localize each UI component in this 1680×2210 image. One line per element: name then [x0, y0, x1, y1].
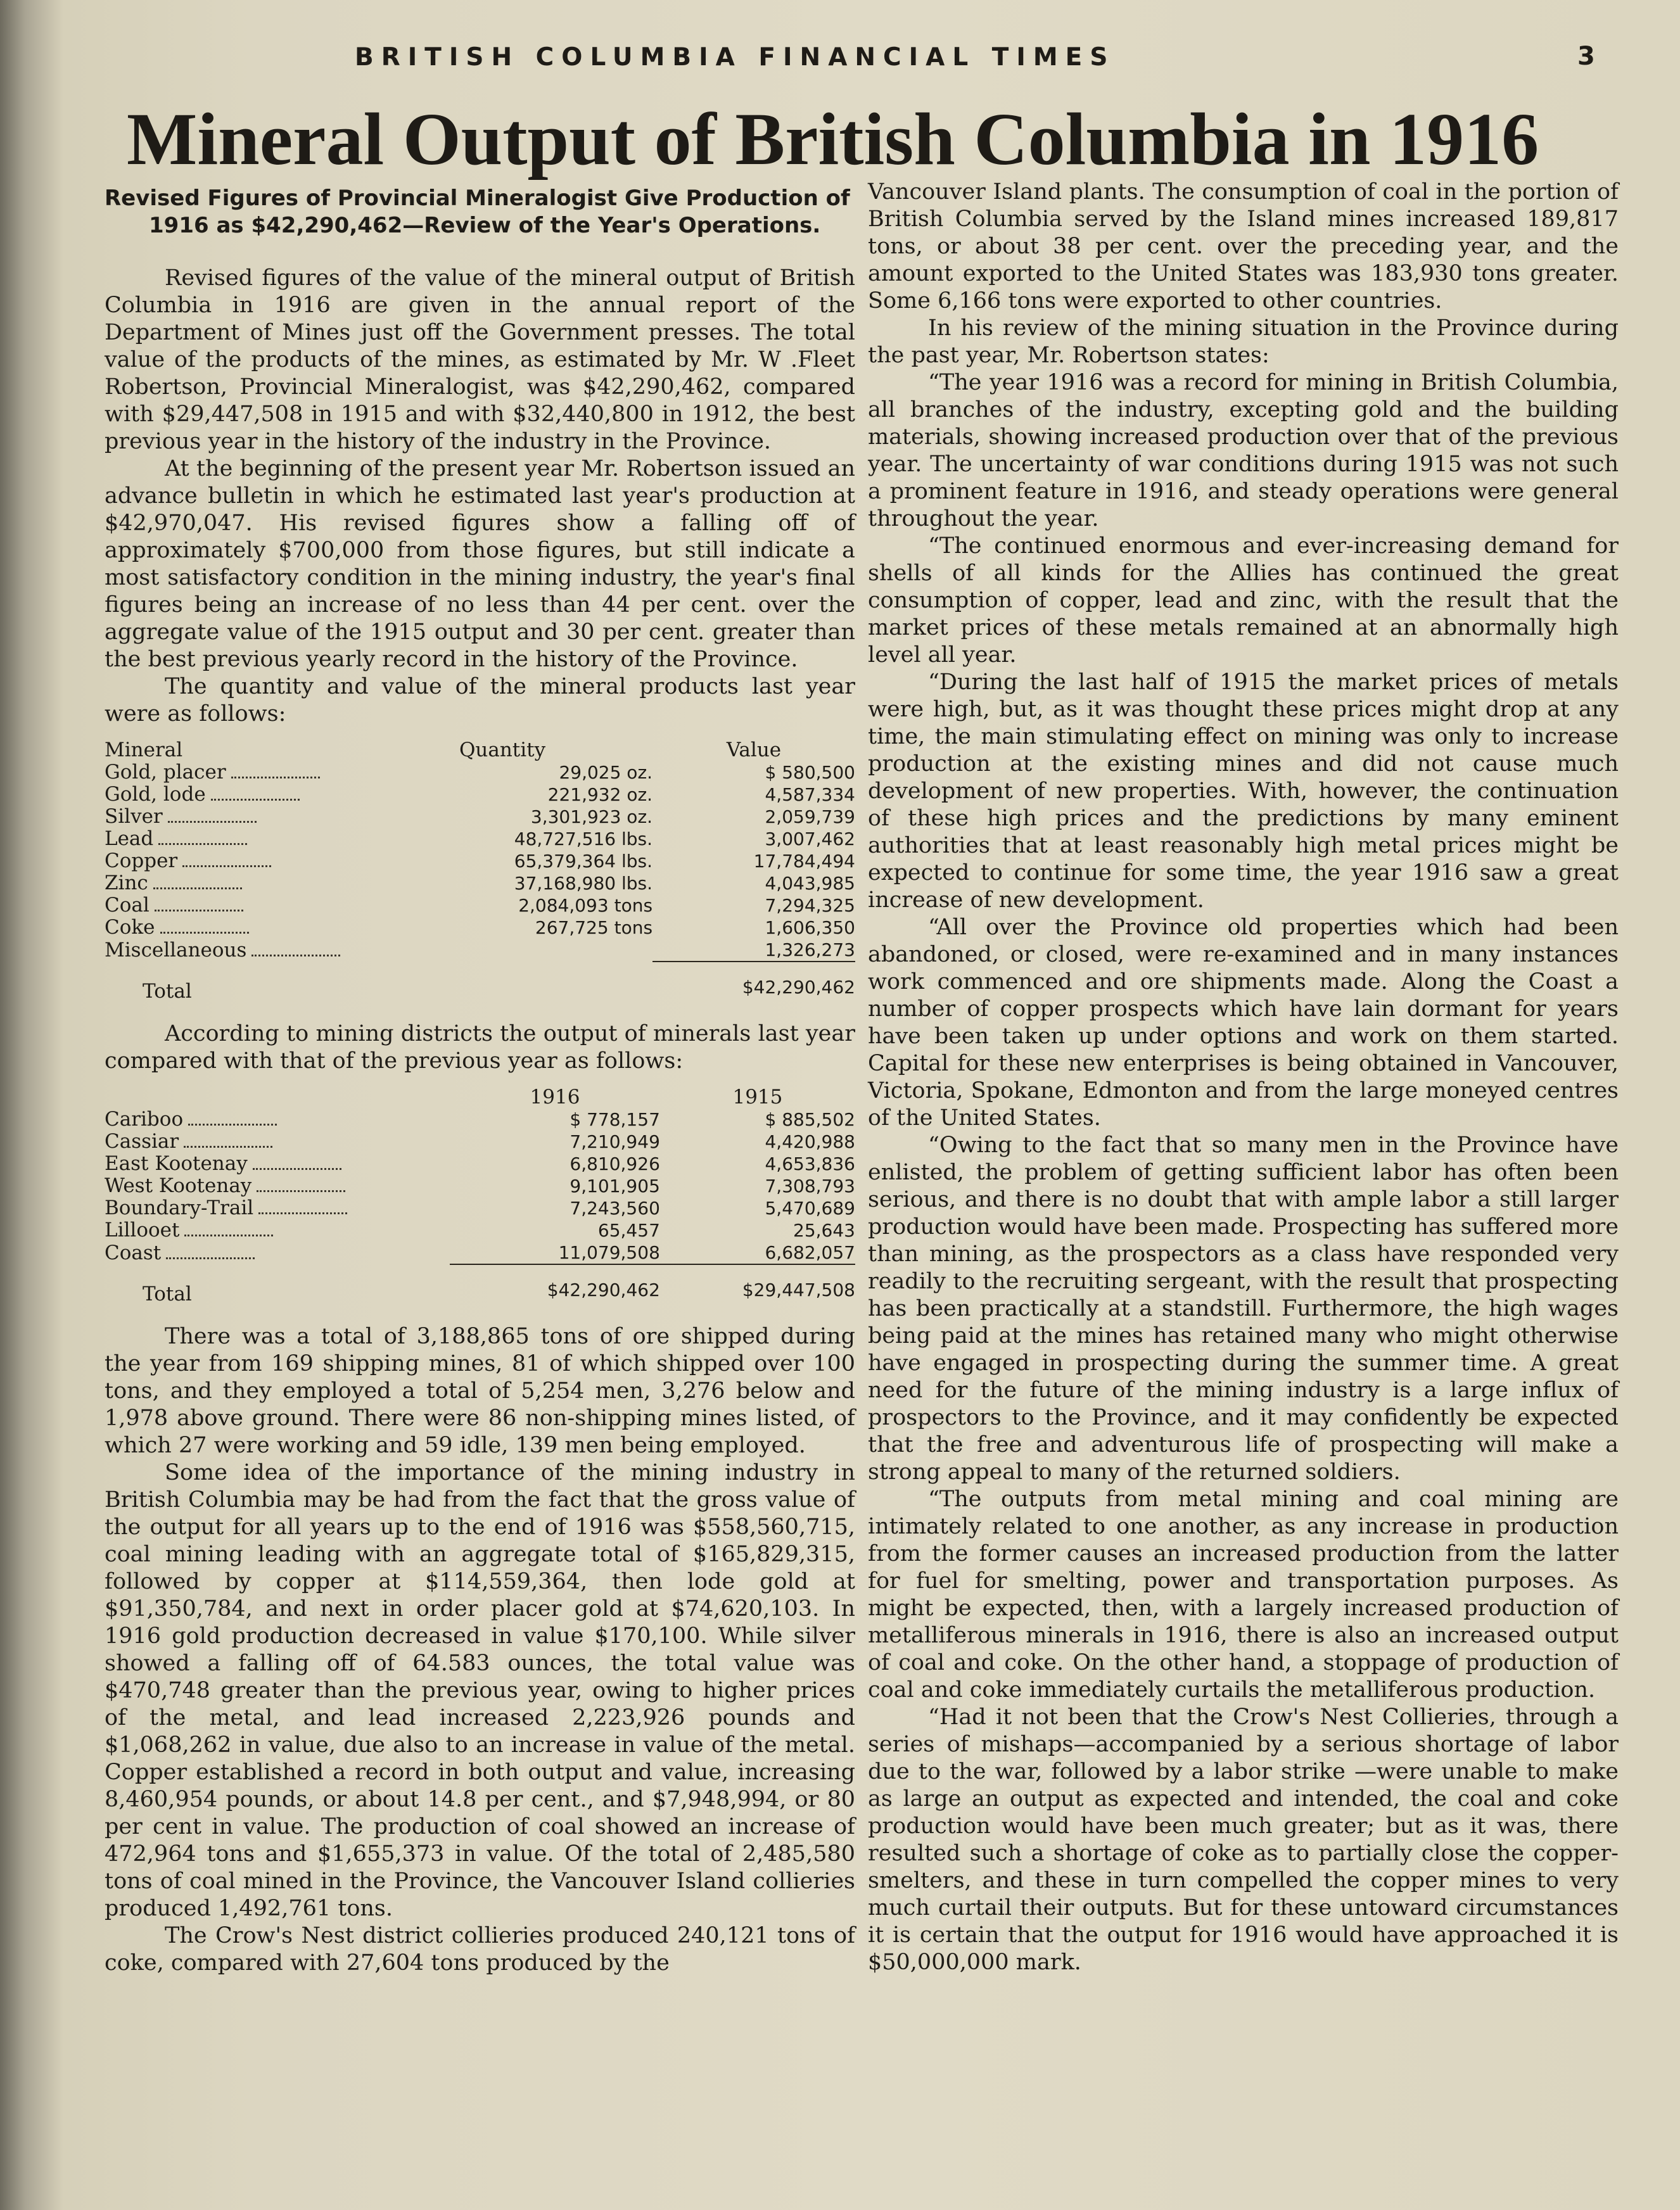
running-header	[0, 43, 1680, 81]
district-1916-value: 7,243,560	[570, 1198, 660, 1219]
total-label: Total	[143, 1283, 192, 1305]
publication-title: BRITISH COLUMBIA FINANCIAL TIMES	[355, 43, 1116, 72]
table-row	[105, 1153, 855, 1175]
district-1916-value: 7,210,949	[570, 1131, 660, 1152]
table-row	[105, 1131, 855, 1153]
district-1916-value: 11,079,508	[558, 1242, 660, 1263]
district-1916-value: 6,810,926	[570, 1153, 660, 1174]
mineral-name: Coal	[105, 894, 352, 917]
district-name: Lillooet	[105, 1219, 450, 1242]
column-header: 1915	[732, 1086, 783, 1108]
table-header-row	[105, 1086, 855, 1108]
table-total-row	[105, 1264, 855, 1305]
mineral-quantity: 48,727,516 lbs.	[514, 829, 653, 849]
district-name: Cariboo	[105, 1108, 450, 1131]
mineral-name: Copper	[105, 850, 352, 872]
paragraph: According to mining districts the output of minerals last year compared with that of the previous year as follows:	[105, 1021, 855, 1074]
mineral-quantity: 2,084,093 tons	[518, 895, 653, 916]
paragraph: “Had it not been that the Crow's Nest Collieries, through a series of mishaps—accompanied by a serious shortage of labor due to the war, followed by a labor strike —were unable to make as large an output as expected and intended, the coal and coke production would have been much greater; but as it was, there resulted such a shortage of coke as to partially close the copper-smelters, and these in turn compelled the copper mines to very much curtail their outputs. But for these untoward circumstances it is certain that the output for 1916 would have approached it is $50,000,000 mark.	[868, 1705, 1619, 1975]
paragraph: The quantity and value of the mineral products last year were as follows:	[105, 674, 855, 727]
total-1916: $42,290,462	[450, 1264, 660, 1305]
paragraph: In his review of the mining situation in the Province during the past year, Mr. Robertson states:	[868, 315, 1619, 368]
paragraph: “The year 1916 was a record for mining in British Columbia, all branches of the industry, excepting gold and the building materials, showing increased production over that of the previous year. The uncertainty of war conditions during 1915 was not such a prominent feature in 1916, and steady operations were general throughout the year.	[868, 370, 1619, 531]
minerals-table	[105, 739, 855, 1003]
leader-dots	[231, 776, 320, 778]
leader-dots	[257, 1190, 345, 1192]
table-row	[105, 872, 855, 894]
table-row	[105, 1108, 855, 1131]
paragraph: Revised figures of the value of the mineral output of British Columbia in 1916 are given in the annual report of the Department of Mines just off the Government presses. The total value of the products of the mines, as estimated by Mr. W .Fleet Robertson, Provincial Mineralogist, was $42,290,462, compared with $29,447,508 in 1915 and with $32,440,800 in 1912, the best previous year in the history of the industry in the Province.	[105, 265, 855, 454]
table-row	[105, 1197, 855, 1219]
districts-table	[105, 1086, 855, 1305]
column-header	[105, 1086, 450, 1108]
table-row	[105, 894, 855, 917]
mineral-name: Gold, lode	[105, 784, 352, 806]
district-1916-value: 9,101,905	[570, 1176, 660, 1197]
leader-dots	[153, 887, 242, 889]
table-row	[105, 784, 855, 806]
leader-dots	[258, 1212, 347, 1214]
leader-dots	[160, 931, 249, 934]
mineral-value: 1,326,273	[765, 939, 855, 960]
page-number: 3	[1577, 42, 1595, 71]
paragraph: The Crow's Nest district collieries produced 240,121 tons of coke, compared with 27,604 tons produced by the	[105, 1923, 855, 1976]
table-row	[105, 806, 855, 828]
leader-dots	[188, 1123, 277, 1126]
total-value: $42,290,462	[652, 962, 855, 1003]
district-1916-value: $ 778,157	[570, 1109, 660, 1130]
district-1915-value: $ 885,502	[765, 1109, 855, 1130]
table-row	[105, 850, 855, 872]
mineral-name: Miscellaneous	[105, 939, 352, 962]
district-name: Boundary-Trail	[105, 1197, 450, 1219]
paragraph: “All over the Province old properties which had been abandoned, or closed, were re-examined and in many instances work commenced and ore shipments made. Along the Coast a number of copper prospects which have lain dormant for years have been taken up under options and work on them started. Capital for these new enterprises is being obtained in Vancouver, Victoria, Spokane, Edmonton and from the large moneyed centres of the United States.	[868, 915, 1619, 1131]
column-header: 1916	[530, 1086, 580, 1108]
leader-dots	[184, 1145, 272, 1148]
paragraph: “During the last half of 1915 the market prices of metals were high, but, as it was thought these prices might drop at any time, the main stimulating effect on mining was only to increase production at the existing mines and did not cause much development of new properties. With, however, the continuation of these high prices and the predictions by many eminent authorities that at least reasonably high metal prices might be expected to continue for some time, the year 1916 saw a great increase of new development.	[868, 670, 1619, 913]
leader-dots	[251, 954, 340, 956]
district-name: Cassiar	[105, 1131, 450, 1153]
leader-dots	[211, 798, 300, 801]
mineral-quantity: 29,025 oz.	[559, 762, 653, 783]
mineral-quantity: 267,725 tons	[535, 917, 653, 938]
article-headline: Mineral Output of British Columbia in 1916	[127, 98, 1539, 181]
paragraph: “The outputs from metal mining and coal mining are intimately related to one another, as any increase in production from the former causes an increased production from the latter for fuel for smelting, power and transportation purposes. As might be expected, then, with a largely increased production of metalliferous minerals in 1916, there is also an increased output of coal and coke. On the other hand, a stoppage of production of coal and coke immediately curtails the metalliferous production.	[868, 1487, 1619, 1703]
right-column	[868, 179, 1619, 1976]
district-name: Coast	[105, 1242, 450, 1264]
mineral-quantity: 3,301,923 oz.	[530, 806, 653, 827]
paragraph: At the beginning of the present year Mr. Robertson issued an advance bulletin in which he estimated last year's production at $42,970,047. His revised figures show a falling off of approximately $700,000 from those figures, but still indicate a most satisfactory condition in the mining industry, the year's final figures being an increase of no less than 44 per cent. over the aggregate value of the 1915 output and 30 per cent. greater than the best previous yearly record in the history of the Province.	[105, 456, 855, 672]
mineral-name: Zinc	[105, 872, 352, 894]
table-row	[105, 828, 855, 850]
paragraph: There was a total of 3,188,865 tons of ore shipped during the year from 169 shipping mines, 81 of which shipped over 100 tons, and they employed a total of 5,254 men, 3,276 below and 1,978 above ground. There were 86 non-shipping mines listed, of which 27 were working and 59 idle, 139 men being employed.	[105, 1324, 855, 1458]
mineral-quantity: 65,379,364 lbs.	[514, 851, 653, 872]
mineral-name: Silver	[105, 806, 352, 828]
district-name: West Kootenay	[105, 1175, 450, 1197]
total-label: Total	[143, 980, 192, 1003]
table-row	[105, 1175, 855, 1197]
mineral-value: $ 580,500	[765, 762, 855, 783]
mineral-quantity: 37,168,980 lbs.	[514, 873, 653, 894]
mineral-value: 4,587,334	[765, 784, 855, 805]
table-header-row	[105, 739, 855, 761]
paragraph: “Owing to the fact that so many men in the Province have enlisted, the problem of getting sufficient labor has often been serious, and there is no doubt that with ample labor a still larger production would have been made. Prospecting has suffered more than mining, as the prospectors as a class have responded very readily to the recruiting sergeant, with the result that prospecting has been practically at a standstill. Furthermore, the high wages being paid at the mines has retained many who might otherwise have engaged in prospecting during the summer time. A great need for the future of the mining industry is a large influx of prospectors to the Province, and it may confidently be expected that the free and adventurous life of prospecting will make a strong appeal to many of the returned soldiers.	[868, 1133, 1619, 1485]
mineral-value: 1,606,350	[765, 917, 855, 938]
column-header: Mineral	[105, 739, 183, 761]
total-1915: $29,447,508	[660, 1264, 855, 1305]
district-1915-value: 7,308,793	[765, 1176, 855, 1197]
column-header: Value	[726, 739, 782, 761]
district-1916-value: 65,457	[597, 1220, 660, 1241]
mineral-value: 2,059,739	[765, 806, 855, 827]
mineral-value: 3,007,462	[765, 829, 855, 849]
leader-dots	[182, 865, 271, 867]
district-1915-value: 25,643	[793, 1220, 855, 1241]
leader-dots	[166, 1257, 255, 1259]
district-1915-value: 5,470,689	[765, 1198, 855, 1219]
table-total-row	[105, 962, 855, 1003]
leader-dots	[168, 820, 257, 823]
mineral-name: Lead	[105, 828, 352, 850]
leader-dots	[253, 1167, 341, 1170]
paragraph: Some idea of the importance of the mining industry in British Columbia may be had from the fact that the gross value of the output for all years up to the end of 1916 was $558,560,715, coal mining leading with an aggregate total of $165,829,315, followed by copper at $114,559,364, then lode gold at $91,350,784, and next in order placer gold at $74,620,103. In 1916 gold production decreased in value $170,100. While silver showed a falling off of 64.583 ounces, the total value was $470,748 greater than the previous year, owing to higher prices of the metal, and lead increased 2,223,926 pounds and $1,068,262 in value, due also to an increase in value of the metal. Copper established a record in both output and value, increasing 8,460,954 pounds, or about 14.8 per cent., and $7,948,994, or 80 per cent in value. The production of coal showed an increase of 472,964 tons and $1,655,373 in value. Of the total of 2,485,580 tons of coal mined in the Province, the Vancouver Island collieries produced 1,492,761 tons.	[105, 1460, 855, 1921]
paragraph: Vancouver Island plants. The consumption of coal in the portion of British Columbia served by the Island mines increased 189,817 tons, or about 38 per cent. over the preceding year, and the amount exported to the United States was 183,930 tons greater. Some 6,166 tons were exported to other countries.	[868, 179, 1619, 314]
mineral-quantity	[352, 939, 652, 962]
table-row	[105, 917, 855, 939]
table-row	[105, 1219, 855, 1242]
mineral-value: 17,784,494	[753, 851, 855, 872]
paragraph: “The continued enormous and ever-increasing demand for shells of all kinds for the Allies has continued the great consumption of copper, lead and zinc, with the result that the market prices of these metals remained at an abnormally high level all year.	[868, 533, 1619, 668]
district-1915-value: 6,682,057	[765, 1242, 855, 1263]
column-header: Quantity	[459, 739, 546, 761]
mineral-name: Coke	[105, 917, 352, 939]
leader-dots	[155, 909, 243, 911]
district-1915-value: 4,653,836	[765, 1153, 855, 1174]
district-name: East Kootenay	[105, 1153, 450, 1175]
table-row	[105, 939, 855, 962]
mineral-value: 7,294,325	[765, 895, 855, 916]
district-1915-value: 4,420,988	[765, 1131, 855, 1152]
leader-dots	[184, 1234, 273, 1236]
article-deck: Revised Figures of Provincial Mineralogist Give Production of 1916 as $42,290,462—Review of the Year's Operations.	[105, 186, 850, 238]
leader-dots	[158, 842, 247, 845]
mineral-name: Gold, placer	[105, 761, 352, 784]
mineral-value: 4,043,985	[765, 873, 855, 894]
mineral-quantity: 221,932 oz.	[547, 784, 653, 805]
table-row	[105, 761, 855, 784]
table-row	[105, 1242, 855, 1264]
left-column	[105, 185, 855, 1977]
